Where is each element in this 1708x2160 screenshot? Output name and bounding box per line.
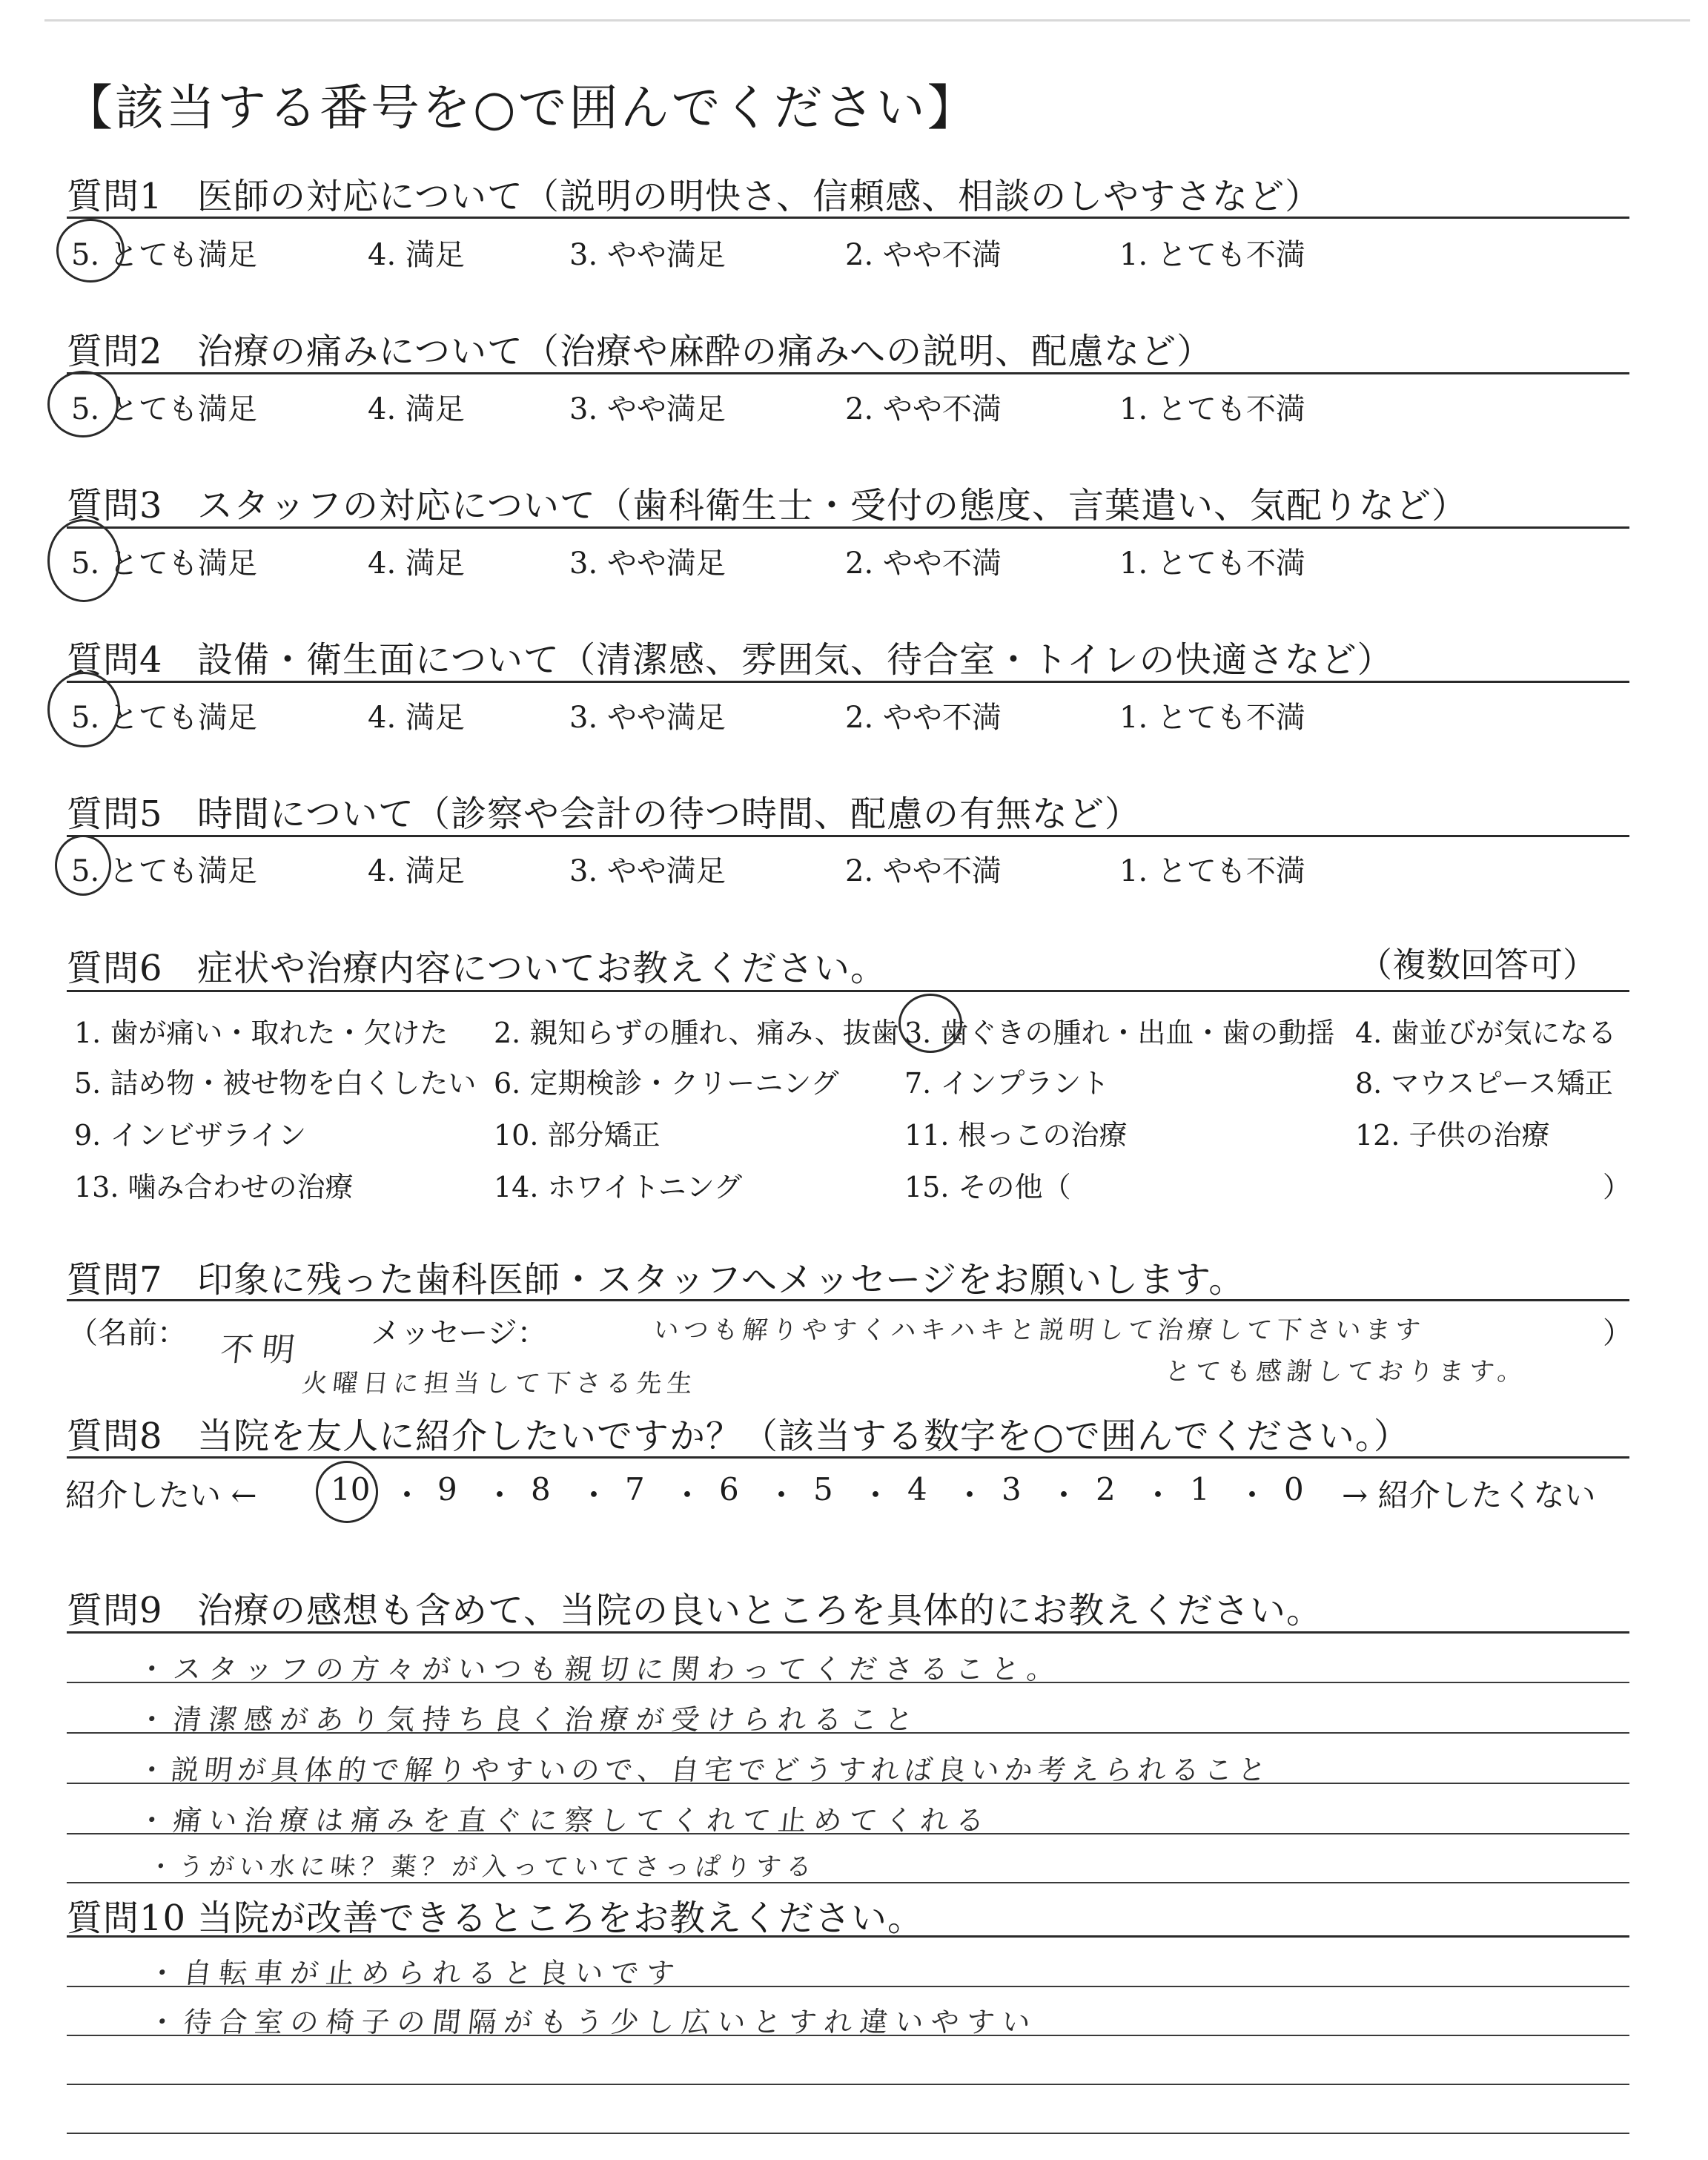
good-point-4: ・痛い治療は痛みを直ぐに察してくれて止めてくれる xyxy=(136,1804,993,1837)
scale-1[interactable]: 1 xyxy=(1190,1471,1210,1507)
divider xyxy=(67,990,1629,992)
scale-2[interactable]: 2 xyxy=(1096,1471,1116,1507)
q5-option-4[interactable]: 4. 満足 xyxy=(368,854,465,888)
q5-option-1[interactable]: 1. とても不満 xyxy=(1119,854,1305,888)
symptom-option-14[interactable]: 14. ホワイトニング xyxy=(494,1171,743,1203)
q1-option-3[interactable]: 3. やや満足 xyxy=(569,238,726,272)
question-9 xyxy=(67,1582,1323,1633)
q4-option-2[interactable]: 2. やや不満 xyxy=(845,701,1002,735)
divider xyxy=(67,1299,1629,1301)
scale-3[interactable]: 3 xyxy=(1002,1471,1022,1507)
handwritten-name-note: 火曜日に担当して下さる先生 xyxy=(300,1369,699,1398)
message-close-paren: ） xyxy=(1603,1316,1632,1350)
question-text: 印象に残った歯科医師・スタッフへメッセージをお願いします。 xyxy=(197,1259,1245,1301)
symptom-option-6[interactable]: 6. 定期検診・クリーニング xyxy=(494,1067,839,1100)
question-text: 医師の対応について（説明の明快さ、信頼感、相談のしやすさなど） xyxy=(197,176,1322,217)
question-8 xyxy=(67,1407,1410,1459)
writing-line xyxy=(67,2084,1629,2085)
question-text: 治療の痛みについて（治療や麻酔の痛みへの説明、配慮など） xyxy=(197,331,1214,372)
question-1 xyxy=(67,168,1321,219)
divider xyxy=(67,1935,1629,1938)
q2-option-2[interactable]: 2. やや不満 xyxy=(845,392,1002,426)
writing-line xyxy=(67,1732,1629,1734)
q4-option-4[interactable]: 4. 満足 xyxy=(368,701,465,735)
writing-line xyxy=(67,1986,1629,1987)
scale-separator: ・ xyxy=(860,1477,892,1513)
symptom-option-4[interactable]: 4. 歯並びが気になる xyxy=(1355,1017,1617,1049)
scale-separator: ・ xyxy=(766,1477,798,1513)
q4-option-5[interactable]: 5. とても満足 xyxy=(71,701,257,735)
divider xyxy=(67,1631,1629,1634)
handwritten-message-line-2: とても感謝しております。 xyxy=(1163,1357,1530,1387)
divider xyxy=(67,526,1629,529)
good-point-3: ・説明が具体的で解りやすいので、自宅でどうすれば良いか考えられること xyxy=(136,1754,1274,1786)
symptom-option-5[interactable]: 5. 詰め物・被せ物を白くしたい xyxy=(74,1067,477,1100)
question-text: 症状や治療内容についてお教えください。 xyxy=(197,948,887,989)
q5-option-3[interactable]: 3. やや満足 xyxy=(569,854,726,888)
divider xyxy=(67,835,1629,837)
good-point-1: ・スタッフの方々がいつも親切に関わってくださること。 xyxy=(136,1653,1065,1685)
question-10 xyxy=(67,1889,924,1941)
scale-10[interactable]: 10 xyxy=(331,1471,371,1507)
writing-line xyxy=(67,1682,1629,1683)
question-2 xyxy=(67,323,1213,374)
symptom-option-1[interactable]: 1. 歯が痛い・取れた・欠けた xyxy=(74,1017,448,1049)
divider xyxy=(67,372,1629,374)
q5-option-2[interactable]: 2. やや不満 xyxy=(845,854,1002,888)
symptom-option-7[interactable]: 7. インプラント xyxy=(904,1067,1110,1100)
handwritten-name: 不明 xyxy=(218,1331,306,1369)
divider xyxy=(67,1456,1629,1459)
message-label: メッセージ： xyxy=(371,1316,547,1350)
question-number: 質問1 xyxy=(67,176,163,217)
question-number: 質問10 xyxy=(67,1898,187,1939)
question-7 xyxy=(67,1251,1245,1302)
q1-option-5[interactable]: 5. とても満足 xyxy=(71,238,257,272)
divider xyxy=(67,217,1629,219)
symptom-option-2[interactable]: 2. 親知らずの腫れ、痛み、抜歯 xyxy=(494,1017,899,1049)
symptom-option-9[interactable]: 9. インビザライン xyxy=(74,1119,307,1152)
symptom-option-3[interactable]: 3. 歯ぐきの腫れ・出血・歯の動揺 xyxy=(904,1017,1335,1049)
scale-4[interactable]: 4 xyxy=(907,1471,927,1507)
q1-option-4[interactable]: 4. 満足 xyxy=(368,238,465,272)
scale-8[interactable]: 8 xyxy=(531,1471,551,1507)
question-text: 時間について（診察や会計の待つ時間、配慮の有無など） xyxy=(197,793,1142,835)
scale-separator: ・ xyxy=(1142,1477,1174,1513)
symptom-option-10[interactable]: 10. 部分矯正 xyxy=(494,1119,661,1152)
scale-separator: ・ xyxy=(391,1477,423,1513)
good-point-5: ・うがい水に味？薬？が入っていてさっぱりする xyxy=(146,1852,818,1882)
q1-option-2[interactable]: 2. やや不満 xyxy=(845,238,1002,272)
symptom-option-13[interactable]: 13. 噛み合わせの治療 xyxy=(74,1171,354,1203)
scale-7[interactable]: 7 xyxy=(625,1471,645,1507)
question-4 xyxy=(67,631,1394,682)
recommend-left-label: 紹介したい ← xyxy=(65,1477,257,1513)
question-number: 質問7 xyxy=(67,1259,163,1301)
scale-6[interactable]: 6 xyxy=(719,1471,739,1507)
q1-option-1[interactable]: 1. とても不満 xyxy=(1119,238,1305,272)
form-title: 【該当する番号を○で囲んでください】 xyxy=(64,79,979,136)
q4-option-1[interactable]: 1. とても不満 xyxy=(1119,701,1305,735)
writing-line xyxy=(67,2133,1629,2134)
question-number: 質問8 xyxy=(67,1416,163,1457)
symptom-option-8[interactable]: 8. マウスピース矯正 xyxy=(1355,1067,1613,1100)
good-point-2: ・清潔感があり気持ち良く治療が受けられること xyxy=(136,1703,922,1736)
scale-9[interactable]: 9 xyxy=(437,1471,457,1507)
multiple-answer-note: （複数回答可） xyxy=(1358,945,1597,985)
scale-0[interactable]: 0 xyxy=(1284,1471,1304,1507)
q4-option-3[interactable]: 3. やや満足 xyxy=(569,701,726,735)
question-number: 質問3 xyxy=(67,485,163,526)
q2-option-4[interactable]: 4. 満足 xyxy=(368,392,465,426)
q3-option-3[interactable]: 3. やや満足 xyxy=(569,546,726,581)
question-6 xyxy=(67,939,887,991)
question-text: 当院を友人に紹介したいですか？（該当する数字を○で囲んでください。） xyxy=(197,1416,1410,1457)
scale-separator: ・ xyxy=(578,1477,610,1513)
handwritten-message-line-1: いつも解りやすくハキハキと説明して治療して下さいます xyxy=(652,1315,1426,1345)
scale-separator: ・ xyxy=(954,1477,986,1513)
q2-option-5[interactable]: 5. とても満足 xyxy=(71,392,257,426)
symptom-option-15[interactable]: 15. その他（ xyxy=(904,1171,1071,1203)
question-number: 質問9 xyxy=(67,1590,163,1631)
question-number: 質問2 xyxy=(67,331,163,372)
scale-separator: ・ xyxy=(484,1477,516,1513)
question-number: 質問6 xyxy=(67,948,163,989)
top-border xyxy=(44,19,1690,22)
scale-separator: ・ xyxy=(672,1477,704,1513)
name-label: （名前： xyxy=(68,1316,187,1350)
question-number: 質問4 xyxy=(67,639,163,681)
writing-line xyxy=(67,1783,1629,1784)
q3-option-5[interactable]: 5. とても満足 xyxy=(71,546,257,581)
symptom-option-11[interactable]: 11. 根っこの治療 xyxy=(904,1119,1128,1152)
question-text: 治療の感想も含めて、当院の良いところを具体的にお教えください。 xyxy=(197,1590,1323,1631)
question-3 xyxy=(67,477,1468,528)
question-text: 設備・衛生面について（清潔感、雰囲気、待合室・トイレの快適さなど） xyxy=(197,639,1394,681)
symptom-option-12[interactable]: 12. 子供の治療 xyxy=(1355,1119,1550,1152)
q3-option-4[interactable]: 4. 満足 xyxy=(368,546,465,581)
scale-5[interactable]: 5 xyxy=(813,1471,833,1507)
question-number: 質問5 xyxy=(67,793,163,835)
scale-separator: ・ xyxy=(1048,1477,1080,1513)
other-close-paren: ） xyxy=(1603,1171,1632,1203)
question-5 xyxy=(67,785,1141,836)
improvement-1: ・自転車が止められると良いです xyxy=(146,1957,683,1989)
divider xyxy=(67,681,1629,683)
recommend-right-label: → 紹介したくない xyxy=(1342,1477,1596,1513)
writing-line xyxy=(67,2035,1629,2036)
writing-line xyxy=(67,1882,1629,1883)
q2-option-3[interactable]: 3. やや満足 xyxy=(569,392,726,426)
question-text: スタッフの対応について（歯科衛生士・受付の態度、言葉遣い、気配りなど） xyxy=(197,485,1469,526)
scale-separator: ・ xyxy=(1237,1477,1268,1513)
q3-option-1[interactable]: 1. とても不満 xyxy=(1119,546,1305,581)
writing-line xyxy=(67,1833,1629,1834)
q2-option-1[interactable]: 1. とても不満 xyxy=(1119,392,1305,426)
improvement-2: ・待合室の椅子の間隔がもう少し広いとすれ違いやすい xyxy=(146,2006,1039,2038)
q5-option-5[interactable]: 5. とても満足 xyxy=(71,854,257,888)
q3-option-2[interactable]: 2. やや不満 xyxy=(845,546,1002,581)
question-text: 当院が改善できるところをお教えください。 xyxy=(197,1898,924,1939)
